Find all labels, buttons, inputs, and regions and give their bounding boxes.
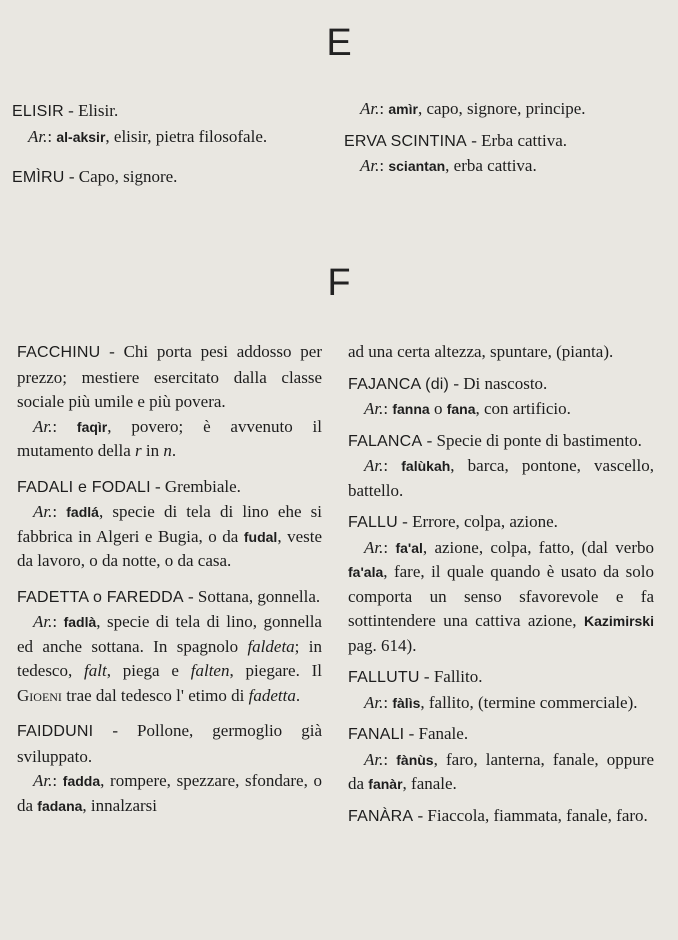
entry-elisir: ELISIR - Elisir. Ar.: al-aksir, elisir, pietra filosofale. <box>12 101 268 146</box>
author-name: Kazimirski <box>583 613 654 629</box>
column-e-left <box>12 99 318 202</box>
headword: FAIDDUNI <box>17 723 94 740</box>
column-f-right <box>348 340 654 840</box>
definition: Fanale. <box>418 724 469 743</box>
definition: Fallito. <box>433 667 483 686</box>
definition: Errore, colpa, azione. <box>412 512 558 531</box>
arabic-term: fudal <box>243 528 278 545</box>
section-letter-f: F <box>327 262 351 304</box>
arabic-term: fa'al <box>395 539 423 556</box>
ar-label: Ar. <box>360 99 380 118</box>
definition: Sottana, gonnella. <box>197 586 321 606</box>
definition: Erba cattiva. <box>481 130 568 150</box>
definition: Chi porta pesi addosso per prezzo; mestiere esercitato dalla classe sociale più umile e più povera. <box>17 342 322 411</box>
ar-label: Ar. <box>364 749 384 769</box>
headword: FANALI <box>348 726 405 743</box>
ar-label: Ar. <box>33 502 53 521</box>
ar-label: Ar. <box>364 399 384 418</box>
ar-label: Ar. <box>364 692 384 712</box>
entry-fajanca: FAJANCA (di) - Di nascosto. Ar.: fanna o fana, con artificio. <box>348 373 571 418</box>
entry-faidduni-continued: ad una certa altezza, spuntare, (pianta). <box>348 342 614 361</box>
headword: FALLU <box>348 514 398 531</box>
ar-label: Ar. <box>28 126 48 146</box>
definition: Specie di ponte di bastimento. <box>436 430 642 450</box>
ar-label: Ar. <box>33 612 53 631</box>
arabic-term: fàlìs <box>392 694 421 711</box>
headword: FALANCA <box>348 432 423 450</box>
arabic-term: fànùs <box>396 751 434 768</box>
headword: EMÌRU <box>12 169 65 186</box>
arabic-term: al-aksir <box>56 128 106 145</box>
ar-label: Ar. <box>360 156 380 175</box>
ar-label: Ar. <box>33 771 53 790</box>
entry-falanca: FALANCA - Specie di ponte di bastimento. Ar.: falùkah, barca, pontone, vascello, battello. <box>348 430 655 500</box>
column-e-right <box>344 97 650 190</box>
arabic-term: amìr <box>388 101 418 117</box>
entry-erva-scintina: ERVA SCINTINA - Erba cattiva. Ar.: sciantan, erba cattiva. <box>344 130 568 175</box>
headword: FANÀRA <box>348 807 414 825</box>
entry-emiru: EMÌRU - Capo, signore. <box>12 167 178 186</box>
entry-fadali: FADALI e FODALI - Grembiale. Ar.: fadlá, specie di tela di lino ehe si fabbrica in Algeri e Bugia, o da fudal, veste da lavoro, o da notte, o da casa. <box>17 476 322 570</box>
headword: FADETTA o FAREDDA <box>17 588 184 606</box>
section-letter-e: E <box>326 22 352 64</box>
headword: FALLUTU <box>348 669 420 686</box>
arabic-term: faqìr <box>76 418 108 435</box>
ar-label: Ar. <box>364 537 384 557</box>
arabic-term: falùkah <box>401 458 451 474</box>
arabic-term: sciantan <box>388 158 446 174</box>
entry-emiru-continued: Ar.: amìr, capo, signore, principe. <box>360 99 586 118</box>
arabic-term: fadlá <box>66 504 99 520</box>
arabic-term: fanàr <box>368 776 403 792</box>
arabic-term: fadana <box>37 797 83 814</box>
entry-fallutu: FALLUTU - Fallito. Ar.: fàlìs, fallito, (termine commerciale). <box>348 667 638 712</box>
definition: Grembiale. <box>164 476 241 496</box>
author-name: Gioeni <box>17 685 62 705</box>
definition: Fiaccola, fiammata, fanale, faro. <box>427 805 648 825</box>
ar-label: Ar. <box>364 456 384 475</box>
arabic-term: fadda <box>62 773 101 789</box>
definition: Di nascosto. <box>463 373 548 393</box>
headword: FACCHINU <box>17 344 101 361</box>
entry-fanara: FANÀRA - Fiaccola, fiammata, fanale, faro. <box>348 805 648 825</box>
entry-faidduni: FAIDDUNI - Pollone, germoglio già sviluppato. Ar.: fadda, rompere, spezzare, sfondare, o da fadana, innalzarsi <box>17 721 322 815</box>
entry-facchinu: FACCHINU - Chi porta pesi addosso per prezzo; mestiere esercitato dalla classe sociale più umile e più povera. Ar.: faqìr, povero; è avvenuto il mutamento della r in n. <box>17 342 322 460</box>
definition: Pollone, germoglio già sviluppato. <box>17 721 322 766</box>
entry-fadetta: FADETTA o FAREDDA - Sottana, gonnella. Ar.: fadlà, specie di tela di lino, gonnella ed anche sottana. In spagnolo faldeta; in tedesco, falt, piega e falten, piegare. Il Gioeni trae dal tedesco l' etimo di fadetta. <box>17 586 323 705</box>
definition: Elisir. <box>78 101 119 120</box>
entry-fallu: FALLU - Errore, colpa, azione. Ar.: fa'al, azione, colpa, fatto, (dal verbo fa'ala, fare, il quale quando è usato da solo comporta un senso sfavorevole e fa sottintendere una cattiva azione, Kazimirski pag. 614). <box>348 512 654 655</box>
headword: ELISIR <box>12 103 64 120</box>
headword: FAJANCA (di) <box>348 375 450 393</box>
headword: ERVA SCINTINA <box>344 132 467 150</box>
arabic-term: fana <box>446 401 476 417</box>
ar-label: Ar. <box>33 416 53 436</box>
entry-fanali: FANALI - Fanale. Ar.: fànùs, faro, lanterna, fanale, oppure da fanàr, fanale. <box>348 724 654 793</box>
arabic-term: fanna <box>392 401 430 417</box>
definition: Capo, signore. <box>78 167 178 186</box>
headword: FADALI e FODALI <box>17 478 151 496</box>
arabic-term: fadlà <box>63 614 97 630</box>
column-f-left <box>17 340 322 829</box>
arabic-term: fa'ala <box>348 564 384 580</box>
